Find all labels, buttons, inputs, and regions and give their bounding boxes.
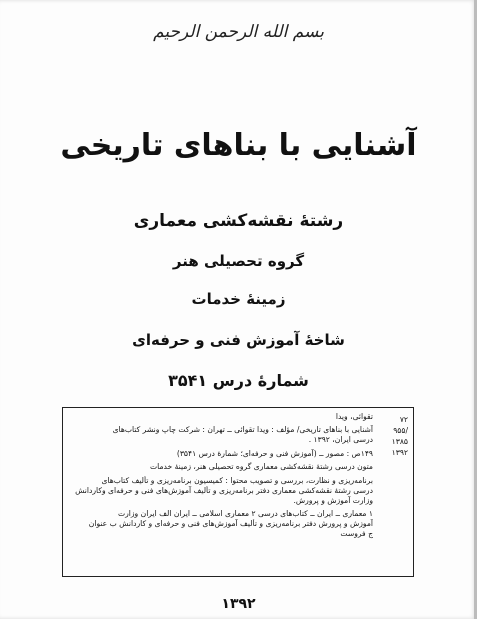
publication-year: ۱۳۹۲ [221, 596, 256, 612]
education-branch: شاخۀ آموزش فنی و حرفه‌ای [132, 331, 345, 349]
catalog-extent: ۱۴۹ص : مصور ــ (آموزش فنی و حرفه‌ای؛ شمارۀ درس ۳۵۴۱) [176, 449, 373, 458]
class-code: /۹۵۵ [393, 426, 408, 435]
catalog-entry [73, 412, 373, 539]
classification-codes [380, 415, 408, 459]
course-number: شمارۀ درس ۳۵۴۱ [168, 371, 309, 390]
class-code: ۱۳۹۲ [391, 448, 408, 457]
class-code: ۱۳۸۵ [391, 437, 408, 446]
field-name: رشتۀ نقشه‌کشی معماری [133, 211, 344, 231]
catalog-publisher: درسی ایران، ۱۳۹۲ . [308, 435, 373, 444]
catalog-note-line: وزارت آموزش و پرورش. [293, 496, 373, 505]
catalog-author: تقوائی، ویدا [335, 412, 373, 421]
catalog-subject-line: آموزش و پرورش دفتر برنامه‌ریزی و تألیف آموزش‌های فنی و حرفه‌ای و کاردانش ب عنوان [88, 519, 373, 528]
catalog-note: متون درسی رشتۀ نقشه‌کشی معماری گروه تحصیلی هنر، زمینۀ خدمات [149, 462, 373, 471]
catalog-note-line: برنامه‌ریزی و نظارت، بررسی و تصویب محتوا : کمیسیون برنامه‌ریزی و تألیف کتاب‌های [101, 476, 373, 485]
study-area: زمینۀ خدمات [191, 290, 286, 308]
catalog-title-statement: آشنایی با بناهای تاریخی/ مؤلف : ویدا تقوائی ــ تهران : شرکت چاپ ونشر کتاب‌های [112, 425, 373, 434]
catalog-subject-line: ۱ معماری ــ ایران ــ کتاب‌های درسی ۲ معماری اسلامی ــ ایران الف ایران وزارت [117, 509, 373, 518]
bismillah-calligraphy: بسم الله الرحمن الرحیم [153, 22, 324, 42]
cataloging-record-box [62, 407, 414, 577]
catalog-subject-line: ج فروست [340, 529, 373, 538]
study-group: گروه تحصیلی هنر [172, 252, 305, 270]
book-title: آشنایی با بناهای تاریخی [60, 128, 417, 163]
catalog-note-line: درسی رشتۀ نقشه‌کشی معماری دفتر برنامه‌ریزی و تألیف آموزش‌های فنی و حرفه‌ای وکاردانش [75, 486, 373, 495]
class-code: ۷۲ [399, 415, 408, 424]
